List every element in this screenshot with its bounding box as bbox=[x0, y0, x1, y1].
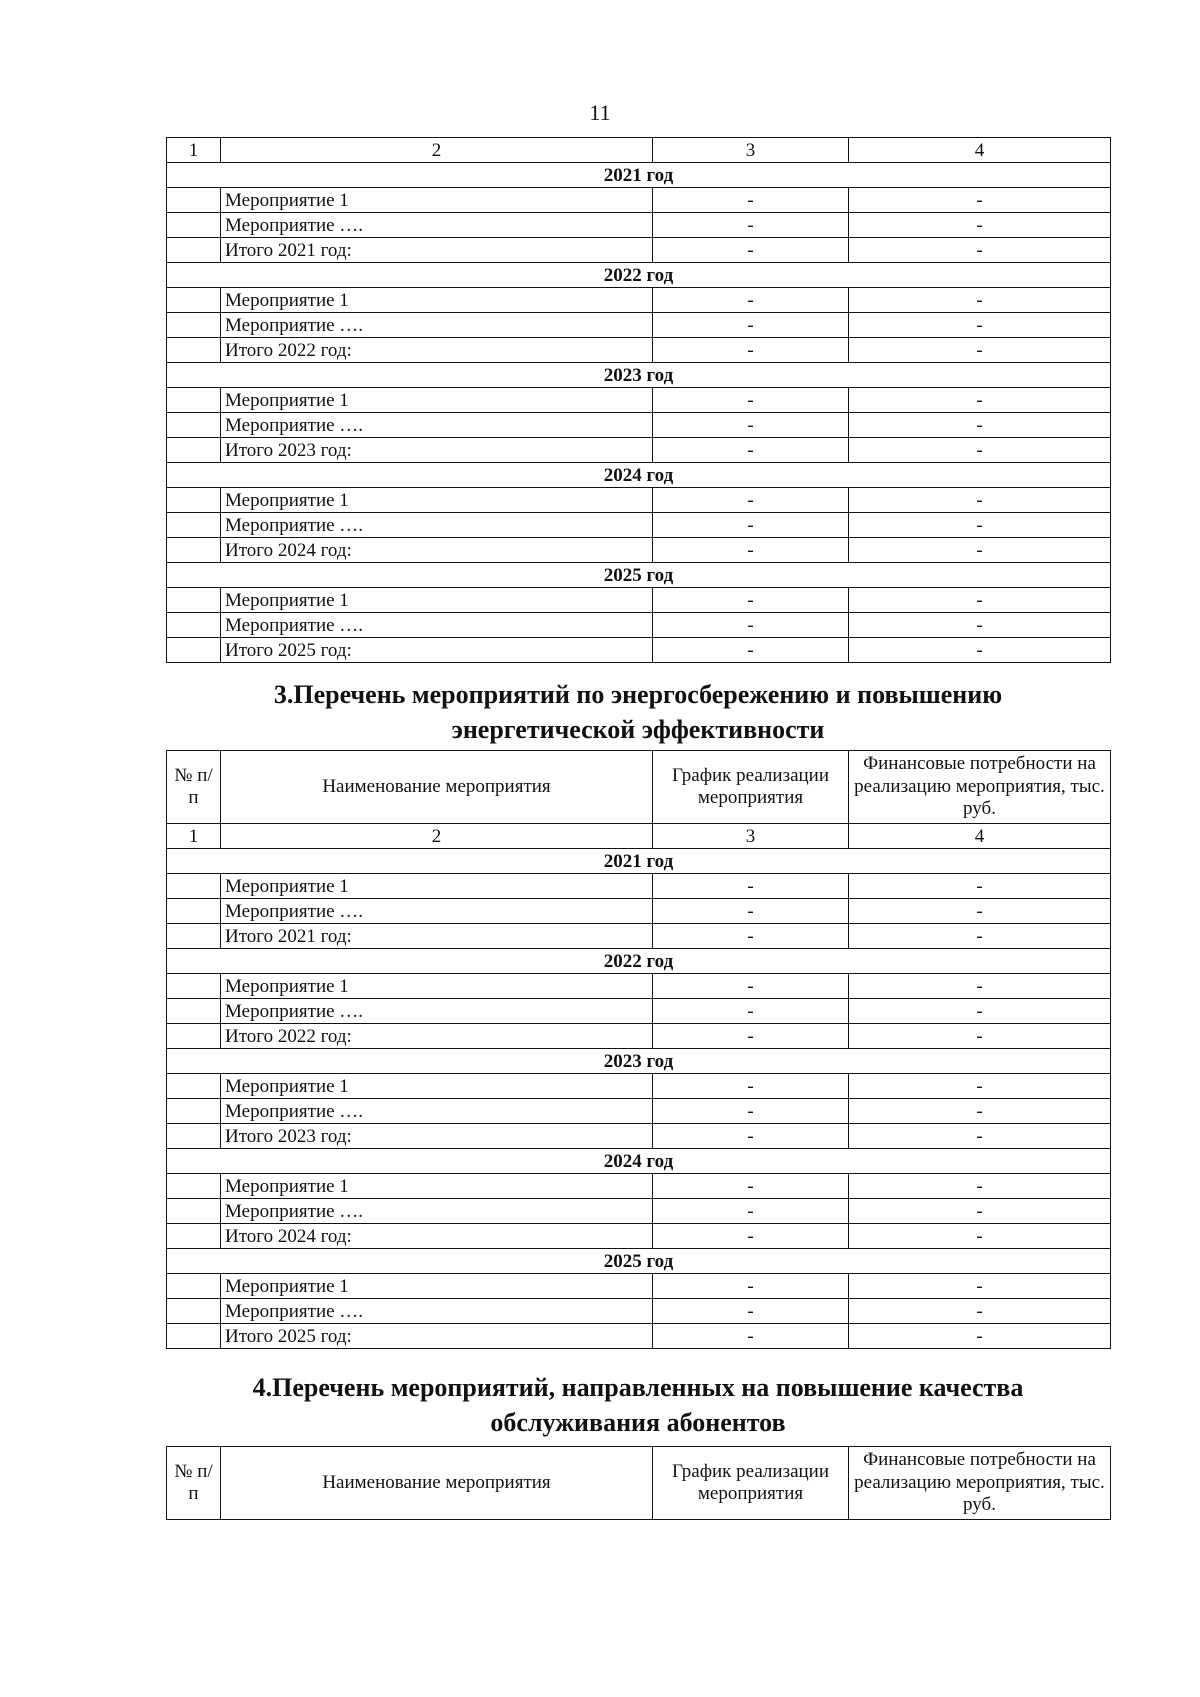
measure-name: Мероприятие 1 bbox=[221, 874, 653, 899]
table-row bbox=[167, 313, 1111, 338]
measure-name: Мероприятие …. bbox=[221, 313, 653, 338]
row-index-cell bbox=[167, 513, 221, 538]
table-row bbox=[167, 1274, 1111, 1299]
finance-value: - bbox=[849, 213, 1111, 238]
finance-value: - bbox=[849, 188, 1111, 213]
finance-value: - bbox=[849, 874, 1111, 899]
row-index-cell bbox=[167, 1024, 221, 1049]
header-schedule: График реализации мероприятия bbox=[653, 751, 849, 824]
year-row bbox=[167, 363, 1111, 388]
row-index-cell bbox=[167, 188, 221, 213]
finance-value: - bbox=[849, 438, 1111, 463]
schedule-value: - bbox=[653, 1199, 849, 1224]
row-index-cell bbox=[167, 1124, 221, 1149]
finance-value: - bbox=[849, 1199, 1111, 1224]
measure-name: Мероприятие …. bbox=[221, 213, 653, 238]
schedule-value: - bbox=[653, 588, 849, 613]
table-row bbox=[167, 999, 1111, 1024]
total-row bbox=[167, 1124, 1111, 1149]
finance-value: - bbox=[849, 899, 1111, 924]
schedule-value: - bbox=[653, 1299, 849, 1324]
table-row bbox=[167, 613, 1111, 638]
measure-name: Мероприятие …. bbox=[221, 1099, 653, 1124]
year-row bbox=[167, 463, 1111, 488]
schedule-value: - bbox=[653, 1274, 849, 1299]
measure-name: Мероприятие …. bbox=[221, 613, 653, 638]
schedule-value: - bbox=[653, 899, 849, 924]
total-label: Итого 2024 год: bbox=[221, 538, 653, 563]
total-row bbox=[167, 1024, 1111, 1049]
total-label: Итого 2022 год: bbox=[221, 1024, 653, 1049]
year-label: 2024 год bbox=[167, 463, 1111, 488]
table-row bbox=[167, 188, 1111, 213]
year-label: 2021 год bbox=[167, 849, 1111, 874]
year-row bbox=[167, 1049, 1111, 1074]
total-row bbox=[167, 1224, 1111, 1249]
year-row bbox=[167, 949, 1111, 974]
page-number: 11 bbox=[589, 100, 611, 125]
section-3-title-line: энергетической эффективности bbox=[451, 715, 825, 744]
row-index-cell bbox=[167, 388, 221, 413]
year-label: 2022 год bbox=[167, 263, 1111, 288]
energy-saving-measures-table bbox=[166, 750, 1111, 1349]
row-index-cell bbox=[167, 638, 221, 663]
column-number: 3 bbox=[653, 138, 849, 163]
schedule-value: - bbox=[653, 1174, 849, 1199]
finance-value: - bbox=[849, 974, 1111, 999]
year-row bbox=[167, 263, 1111, 288]
finance-value: - bbox=[849, 538, 1111, 563]
table-row bbox=[167, 1074, 1111, 1099]
table-row bbox=[167, 874, 1111, 899]
measure-name: Мероприятие …. bbox=[221, 413, 653, 438]
schedule-value: - bbox=[653, 238, 849, 263]
total-row bbox=[167, 638, 1111, 663]
row-index-cell bbox=[167, 1199, 221, 1224]
year-label: 2023 год bbox=[167, 1049, 1111, 1074]
total-row bbox=[167, 238, 1111, 263]
header-name: Наименование мероприятия bbox=[221, 751, 653, 824]
finance-value: - bbox=[849, 313, 1111, 338]
finance-value: - bbox=[849, 488, 1111, 513]
finance-value: - bbox=[849, 1074, 1111, 1099]
finance-value: - bbox=[849, 1274, 1111, 1299]
schedule-value: - bbox=[653, 974, 849, 999]
measure-name: Мероприятие 1 bbox=[221, 188, 653, 213]
row-index-cell bbox=[167, 974, 221, 999]
total-row bbox=[167, 338, 1111, 363]
schedule-value: - bbox=[653, 1024, 849, 1049]
schedule-value: - bbox=[653, 488, 849, 513]
row-index-cell bbox=[167, 413, 221, 438]
header-no: № п/п bbox=[167, 751, 221, 824]
measure-name: Мероприятие 1 bbox=[221, 1074, 653, 1099]
measure-name: Мероприятие 1 bbox=[221, 288, 653, 313]
year-row bbox=[167, 563, 1111, 588]
header-no: № п/п bbox=[167, 1447, 221, 1520]
finance-value: - bbox=[849, 1324, 1111, 1349]
finance-value: - bbox=[849, 338, 1111, 363]
measure-name: Мероприятие 1 bbox=[221, 588, 653, 613]
total-label: Итого 2025 год: bbox=[221, 638, 653, 663]
measure-name: Мероприятие 1 bbox=[221, 488, 653, 513]
year-label: 2024 год bbox=[167, 1149, 1111, 1174]
row-index-cell bbox=[167, 488, 221, 513]
column-number: 4 bbox=[849, 824, 1111, 849]
finance-value: - bbox=[849, 999, 1111, 1024]
row-index-cell bbox=[167, 613, 221, 638]
finance-value: - bbox=[849, 513, 1111, 538]
table-row bbox=[167, 1174, 1111, 1199]
measure-name: Мероприятие 1 bbox=[221, 388, 653, 413]
row-index-cell bbox=[167, 1099, 221, 1124]
year-label: 2025 год bbox=[167, 1249, 1111, 1274]
section-4-title bbox=[166, 1370, 1110, 1440]
schedule-value: - bbox=[653, 1324, 849, 1349]
column-number: 1 bbox=[167, 138, 221, 163]
row-index-cell bbox=[167, 538, 221, 563]
row-index-cell bbox=[167, 1074, 221, 1099]
finance-value: - bbox=[849, 924, 1111, 949]
column-number: 3 bbox=[653, 824, 849, 849]
table-row bbox=[167, 899, 1111, 924]
total-row bbox=[167, 538, 1111, 563]
section-3-title-line: 3.Перечень мероприятий по энергосбережению и повышению bbox=[273, 680, 1003, 709]
finance-value: - bbox=[849, 1299, 1111, 1324]
table-row bbox=[167, 1299, 1111, 1324]
table-row bbox=[167, 288, 1111, 313]
header-schedule: График реализации мероприятия bbox=[653, 1447, 849, 1520]
year-row bbox=[167, 1249, 1111, 1274]
column-number: 4 bbox=[849, 138, 1111, 163]
schedule-value: - bbox=[653, 538, 849, 563]
row-index-cell bbox=[167, 899, 221, 924]
column-number-row bbox=[167, 138, 1111, 163]
section-4-title-line: 4.Перечень мероприятий, направленных на повышение качества bbox=[252, 1373, 1024, 1402]
header-finance: Финансовые потребности на реализацию мероприятия, тыс. руб. bbox=[849, 1447, 1111, 1520]
row-index-cell bbox=[167, 313, 221, 338]
column-number: 1 bbox=[167, 824, 221, 849]
finance-value: - bbox=[849, 588, 1111, 613]
schedule-value: - bbox=[653, 1124, 849, 1149]
table-row bbox=[167, 388, 1111, 413]
year-label: 2023 год bbox=[167, 363, 1111, 388]
column-number-row bbox=[167, 824, 1111, 849]
row-index-cell bbox=[167, 924, 221, 949]
finance-value: - bbox=[849, 288, 1111, 313]
measure-name: Мероприятие 1 bbox=[221, 1174, 653, 1199]
row-index-cell bbox=[167, 1224, 221, 1249]
total-label: Итого 2021 год: bbox=[221, 238, 653, 263]
column-number: 2 bbox=[221, 824, 653, 849]
measure-name: Мероприятие …. bbox=[221, 1199, 653, 1224]
measures-table-continued bbox=[166, 137, 1111, 663]
year-label: 2022 год bbox=[167, 949, 1111, 974]
year-row bbox=[167, 163, 1111, 188]
row-index-cell bbox=[167, 338, 221, 363]
row-index-cell bbox=[167, 438, 221, 463]
total-label: Итого 2021 год: bbox=[221, 924, 653, 949]
row-index-cell bbox=[167, 1299, 221, 1324]
total-row bbox=[167, 924, 1111, 949]
schedule-value: - bbox=[653, 874, 849, 899]
year-label: 2025 год bbox=[167, 563, 1111, 588]
row-index-cell bbox=[167, 1174, 221, 1199]
row-index-cell bbox=[167, 213, 221, 238]
measure-name: Мероприятие …. bbox=[221, 899, 653, 924]
total-label: Итого 2024 год: bbox=[221, 1224, 653, 1249]
customer-service-measures-table bbox=[166, 1446, 1111, 1520]
total-label: Итого 2022 год: bbox=[221, 338, 653, 363]
finance-value: - bbox=[849, 1099, 1111, 1124]
total-row bbox=[167, 1324, 1111, 1349]
row-index-cell bbox=[167, 1274, 221, 1299]
schedule-value: - bbox=[653, 388, 849, 413]
schedule-value: - bbox=[653, 513, 849, 538]
header-finance: Финансовые потребности на реализацию мероприятия, тыс. руб. bbox=[849, 751, 1111, 824]
schedule-value: - bbox=[653, 638, 849, 663]
table-row bbox=[167, 1199, 1111, 1224]
table-row bbox=[167, 588, 1111, 613]
table-row bbox=[167, 213, 1111, 238]
table-row bbox=[167, 974, 1111, 999]
schedule-value: - bbox=[653, 1099, 849, 1124]
schedule-value: - bbox=[653, 213, 849, 238]
measure-name: Мероприятие 1 bbox=[221, 974, 653, 999]
total-label: Итого 2023 год: bbox=[221, 1124, 653, 1149]
schedule-value: - bbox=[653, 613, 849, 638]
year-row bbox=[167, 849, 1111, 874]
schedule-value: - bbox=[653, 338, 849, 363]
schedule-value: - bbox=[653, 999, 849, 1024]
finance-value: - bbox=[849, 613, 1111, 638]
section-4-title-line: обслуживания абонентов bbox=[490, 1408, 786, 1437]
schedule-value: - bbox=[653, 313, 849, 338]
schedule-value: - bbox=[653, 413, 849, 438]
finance-value: - bbox=[849, 388, 1111, 413]
finance-value: - bbox=[849, 1224, 1111, 1249]
row-index-cell bbox=[167, 1324, 221, 1349]
column-number: 2 bbox=[221, 138, 653, 163]
measure-name: Мероприятие …. bbox=[221, 999, 653, 1024]
measure-name: Мероприятие 1 bbox=[221, 1274, 653, 1299]
schedule-value: - bbox=[653, 188, 849, 213]
year-row bbox=[167, 1149, 1111, 1174]
total-label: Итого 2023 год: bbox=[221, 438, 653, 463]
header-row bbox=[167, 751, 1111, 824]
schedule-value: - bbox=[653, 288, 849, 313]
finance-value: - bbox=[849, 638, 1111, 663]
finance-value: - bbox=[849, 1124, 1111, 1149]
total-row bbox=[167, 438, 1111, 463]
row-index-cell bbox=[167, 288, 221, 313]
table-row bbox=[167, 413, 1111, 438]
row-index-cell bbox=[167, 238, 221, 263]
year-label: 2021 год bbox=[167, 163, 1111, 188]
finance-value: - bbox=[849, 1024, 1111, 1049]
finance-value: - bbox=[849, 413, 1111, 438]
measure-name: Мероприятие …. bbox=[221, 513, 653, 538]
schedule-value: - bbox=[653, 438, 849, 463]
finance-value: - bbox=[849, 1174, 1111, 1199]
header-row bbox=[167, 1447, 1111, 1520]
measure-name: Мероприятие …. bbox=[221, 1299, 653, 1324]
section-3-title bbox=[166, 677, 1110, 747]
header-name: Наименование мероприятия bbox=[221, 1447, 653, 1520]
schedule-value: - bbox=[653, 1074, 849, 1099]
finance-value: - bbox=[849, 238, 1111, 263]
row-index-cell bbox=[167, 874, 221, 899]
table-row bbox=[167, 1099, 1111, 1124]
row-index-cell bbox=[167, 999, 221, 1024]
table-row bbox=[167, 488, 1111, 513]
table-row bbox=[167, 513, 1111, 538]
schedule-value: - bbox=[653, 924, 849, 949]
row-index-cell bbox=[167, 588, 221, 613]
total-label: Итого 2025 год: bbox=[221, 1324, 653, 1349]
schedule-value: - bbox=[653, 1224, 849, 1249]
